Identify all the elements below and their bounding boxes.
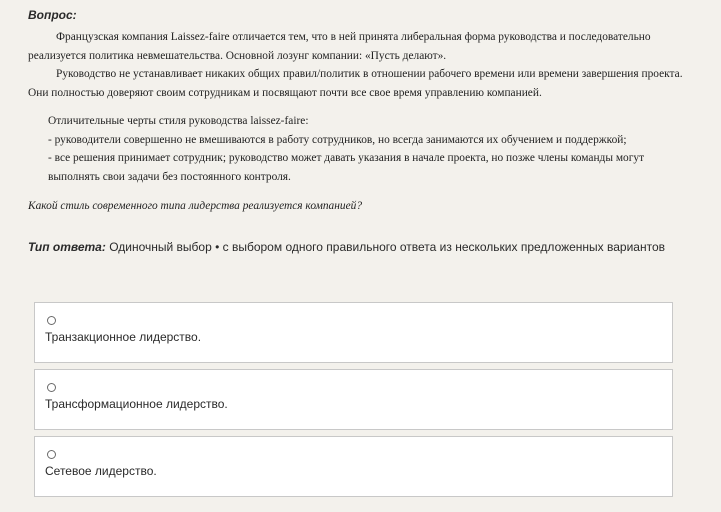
radio-button-icon[interactable] [47, 316, 56, 325]
answer-option-label: Трансформационное лидерство. [45, 397, 228, 411]
answer-option-label: Транзакционное лидерство. [45, 330, 202, 344]
question-prompt: Какой стиль современного типа лидерства реализуется компанией? [28, 200, 363, 212]
question-paragraph-1: Французская компания Laissez-faire отличается тем, что в ней принята либеральная форма руководства и последовательно реализуется политика невмешательства. Основной лозунг компании: «Пусть делают». [28, 31, 651, 62]
answer-type [28, 239, 665, 255]
answer-type-label: Тип ответа: [28, 240, 106, 254]
radio-button-icon[interactable] [47, 450, 56, 459]
answer-option-3[interactable] [34, 436, 673, 497]
question-block [28, 8, 688, 214]
answer-option-1[interactable] [34, 302, 673, 363]
answer-type-value: Одиночный выбор • с выбором одного правильного ответа из нескольких предложенных вариантов [109, 240, 666, 254]
features-title: Отличительные черты стиля руководства laissez-faire: [48, 115, 309, 127]
answer-option-2[interactable] [34, 369, 673, 430]
feature-item-1: - руководители совершенно не вмешиваются в работу сотрудников, но всегда занимаются их обучением и поддержкой; [48, 133, 627, 146]
question-paragraph-2: Руководство не устанавливает никаких общих правил/политик в отношении рабочего времени или времени завершения проекта. Они полностью доверяют своим сотрудникам и посвящают почти все свое время управлению компанией. [28, 68, 683, 99]
radio-button-icon[interactable] [47, 383, 56, 392]
answer-option-label: Сетевое лидерство. [45, 464, 157, 478]
features-list [28, 112, 688, 186]
feature-item-2: - все решения принимает сотрудник; руководство может давать указания в начале проекта, но позже члены команды могут выполнять свои задачи без постоянного контроля. [48, 152, 645, 183]
answer-options [34, 302, 674, 503]
question-label: Вопрос: [28, 8, 77, 22]
